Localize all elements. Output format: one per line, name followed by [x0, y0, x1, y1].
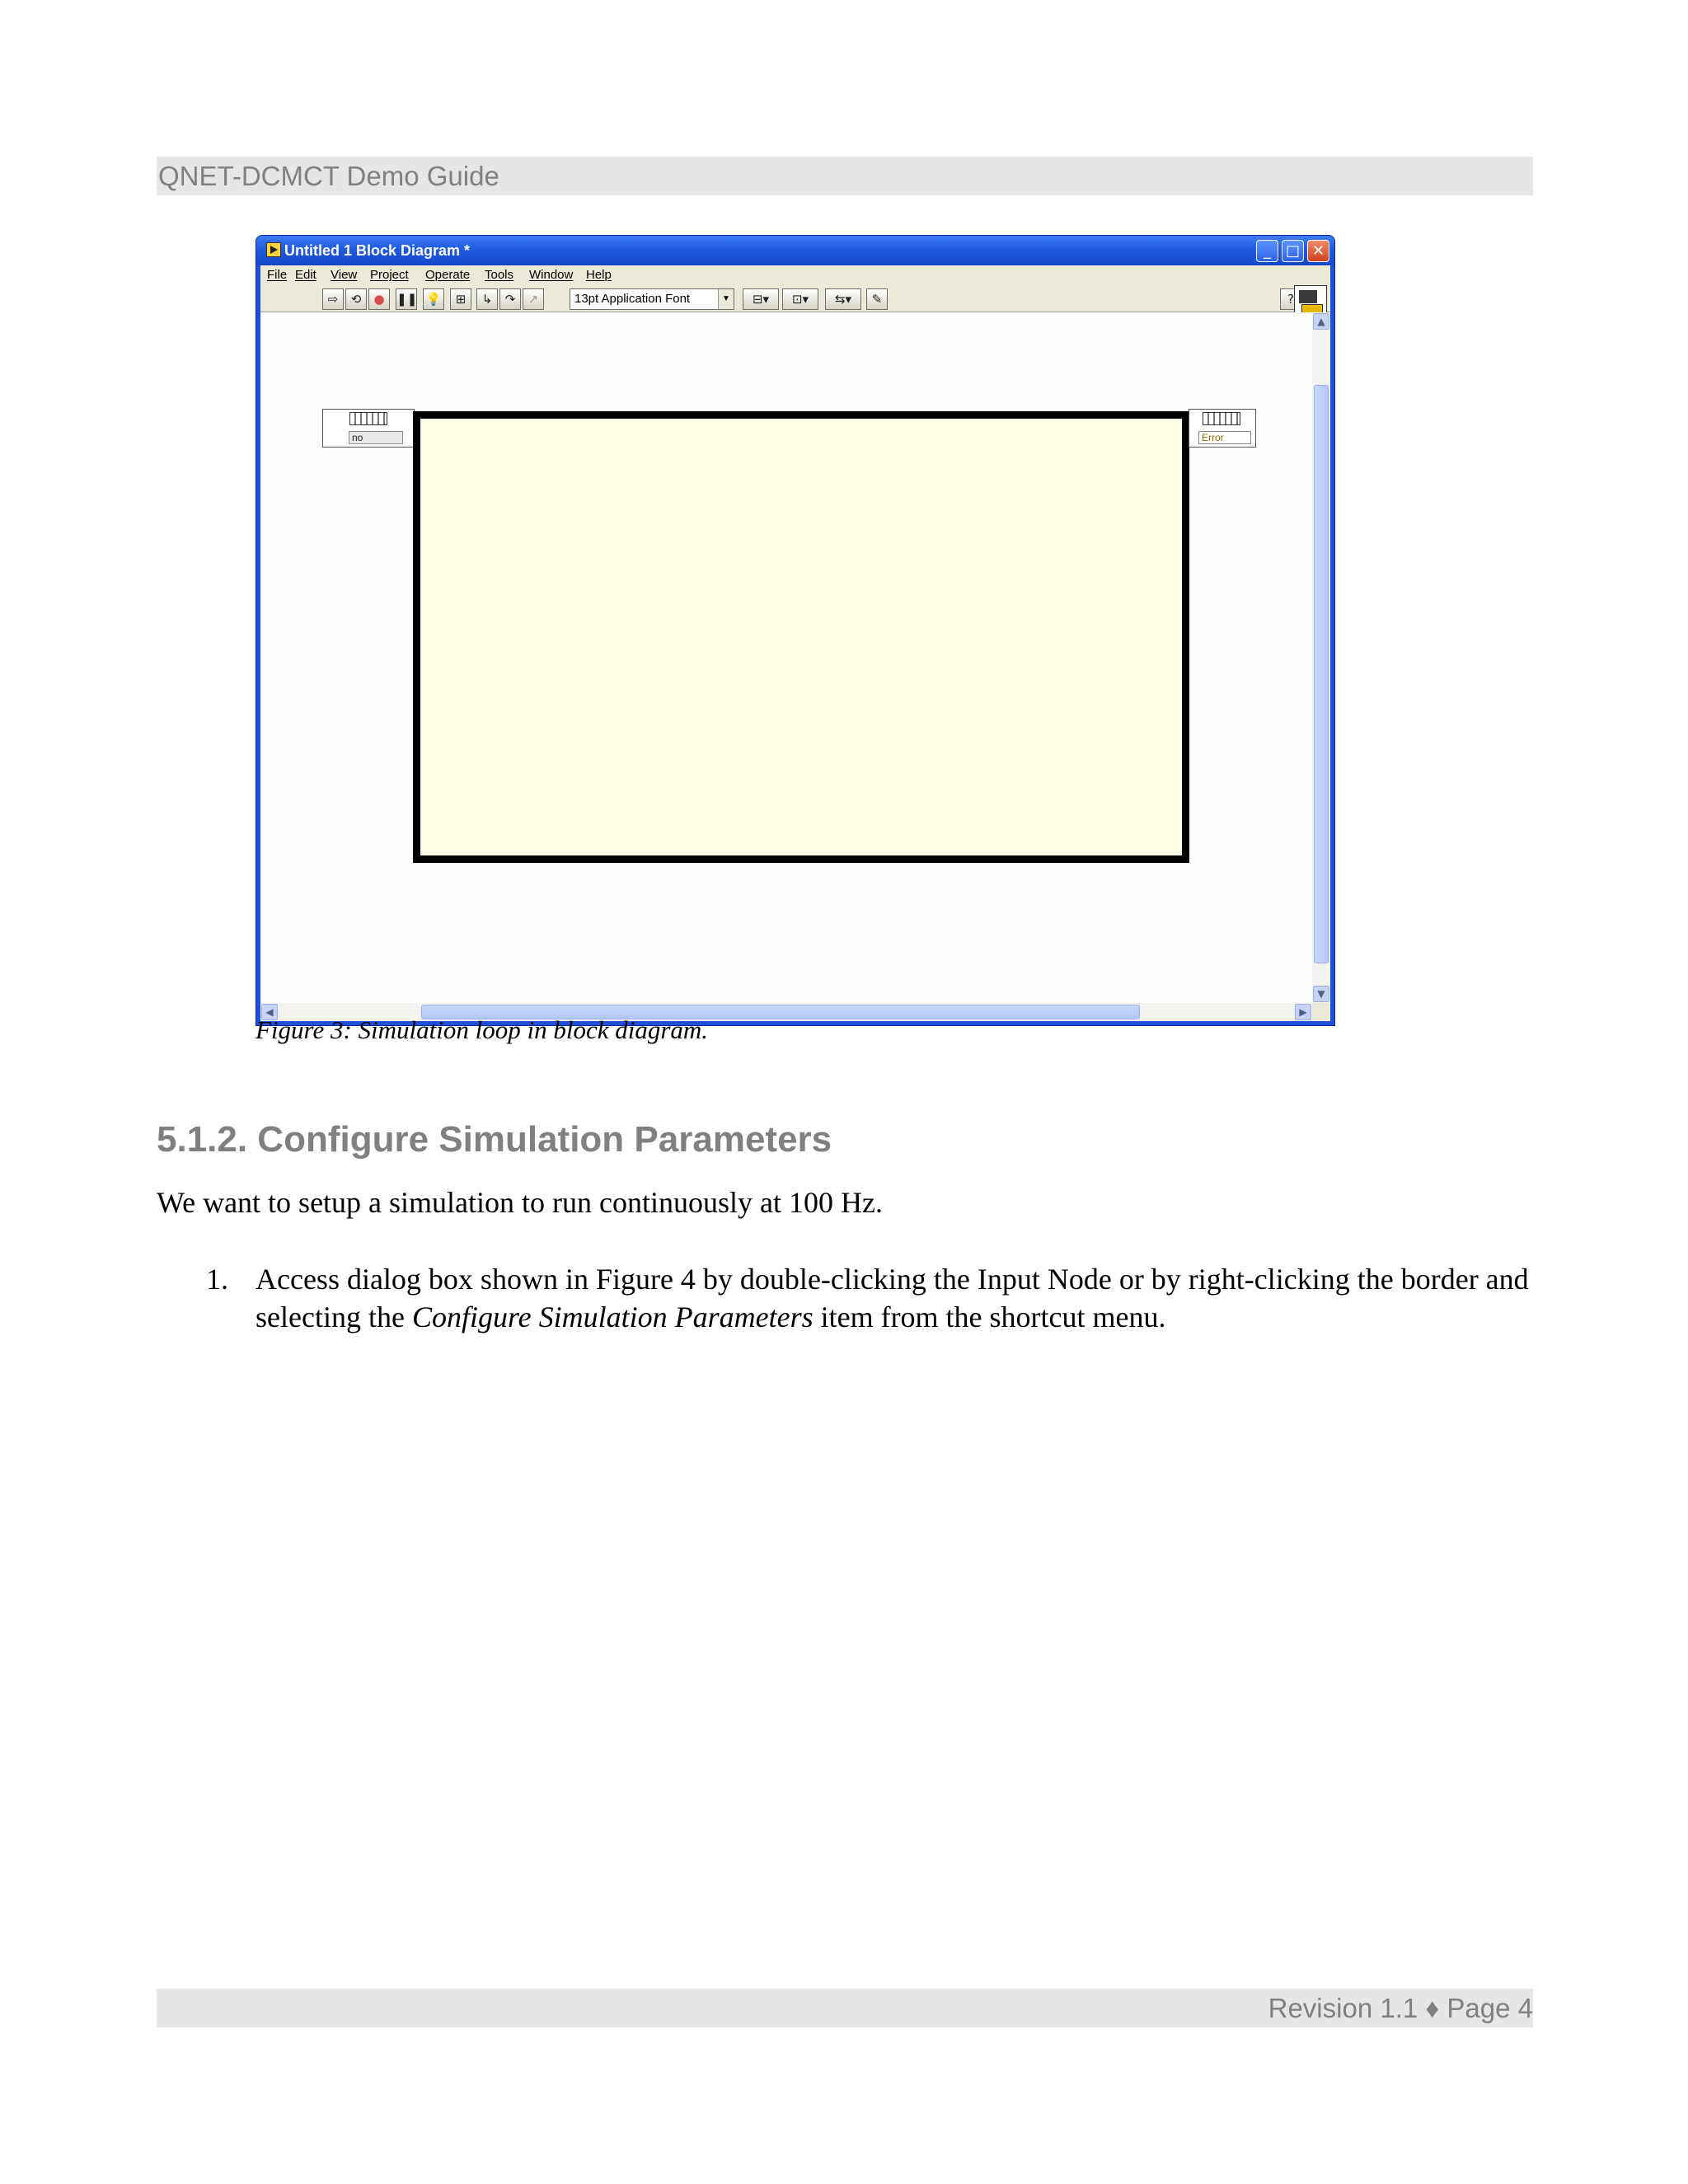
step-text: [256, 1260, 1541, 1336]
step-text-emphasis: Configure Simulation Parameters: [411, 1301, 814, 1333]
menu-operate[interactable]: Operate: [425, 268, 471, 282]
step-out-icon[interactable]: ↗: [523, 288, 544, 310]
highlight-execution-icon[interactable]: 💡: [423, 288, 444, 310]
resize-grip-icon[interactable]: [1312, 1003, 1330, 1021]
labview-block-diagram-window: [256, 235, 1335, 1026]
menu-help[interactable]: Help: [586, 268, 612, 282]
output-node-icon: [1203, 412, 1240, 425]
block-diagram-canvas[interactable]: [260, 312, 1312, 1003]
font-select-value: 13pt Application Font: [574, 292, 691, 306]
vertical-scrollbar[interactable]: [1312, 312, 1330, 1003]
step-into-icon[interactable]: ↳: [476, 288, 498, 310]
font-select[interactable]: [570, 288, 734, 310]
menu-project[interactable]: Project: [370, 268, 409, 282]
minimize-icon[interactable]: _: [1256, 240, 1278, 262]
section-intro: We want to setup a simulation to run continuously at 100 Hz.: [157, 1186, 883, 1219]
menu-window[interactable]: Window: [529, 268, 574, 282]
menu-file[interactable]: File: [267, 268, 288, 282]
align-objects-icon[interactable]: ⊟▾: [743, 288, 779, 310]
output-node-field: Error: [1198, 431, 1251, 444]
window-client: [260, 265, 1330, 1021]
chevron-down-icon: ▼: [718, 289, 734, 309]
menu-tools[interactable]: Tools: [485, 268, 514, 282]
menu-edit[interactable]: Edit: [295, 268, 316, 282]
step-number: 1.: [206, 1263, 228, 1296]
page-header: [157, 157, 1533, 195]
window-titlebar[interactable]: [256, 236, 1334, 265]
scroll-left-icon[interactable]: ◀: [261, 1004, 278, 1020]
menu-view[interactable]: View: [331, 268, 358, 282]
run-arrow-icon[interactable]: ⇨: [322, 288, 344, 310]
labview-app-icon: [266, 242, 281, 257]
distribute-objects-icon[interactable]: ⊡▾: [782, 288, 818, 310]
run-continuously-icon[interactable]: ⟲: [345, 288, 367, 310]
input-node-icon: [349, 412, 387, 425]
abort-icon[interactable]: ●: [368, 288, 390, 310]
help-icon[interactable]: ?: [1280, 288, 1301, 310]
footer-text: Revision 1.1 ♦ Page 4: [1268, 1993, 1533, 2023]
step-text-before: Access dialog box shown in Figure 4 by double-clicking the Input Node or by right-clicking the border and selecting the: [256, 1263, 1529, 1333]
scroll-down-icon[interactable]: ▼: [1313, 986, 1329, 1002]
step-text-after: item from the shortcut menu.: [813, 1301, 1166, 1333]
vertical-scroll-thumb[interactable]: [1314, 385, 1329, 963]
maximize-icon[interactable]: □: [1282, 240, 1304, 262]
header-title: QNET-DCMCT Demo Guide: [158, 161, 499, 191]
figure-caption: Figure 3: Simulation loop in block diagram.: [256, 1015, 709, 1044]
close-icon[interactable]: ✕: [1307, 240, 1329, 262]
output-node[interactable]: [1189, 409, 1256, 448]
input-node-field: no: [349, 431, 403, 444]
retain-wire-values-icon[interactable]: ⊞: [450, 288, 471, 310]
simulation-loop[interactable]: [413, 411, 1189, 863]
page-footer: [157, 1989, 1533, 2027]
scroll-right-icon[interactable]: ▶: [1295, 1004, 1311, 1020]
cleanup-diagram-icon[interactable]: ✎: [866, 288, 888, 310]
input-node[interactable]: [322, 409, 415, 448]
toolbar: [260, 285, 1330, 312]
pause-icon[interactable]: ❚❚: [396, 288, 417, 310]
scroll-up-icon[interactable]: ▲: [1313, 313, 1329, 330]
menu-bar: [260, 265, 1330, 285]
step-over-icon[interactable]: ↷: [499, 288, 521, 310]
reorder-icon[interactable]: ⇆▾: [825, 288, 861, 310]
window-title: Untitled 1 Block Diagram *: [284, 242, 471, 259]
section-heading: 5.1.2. Configure Simulation Parameters: [157, 1119, 832, 1160]
